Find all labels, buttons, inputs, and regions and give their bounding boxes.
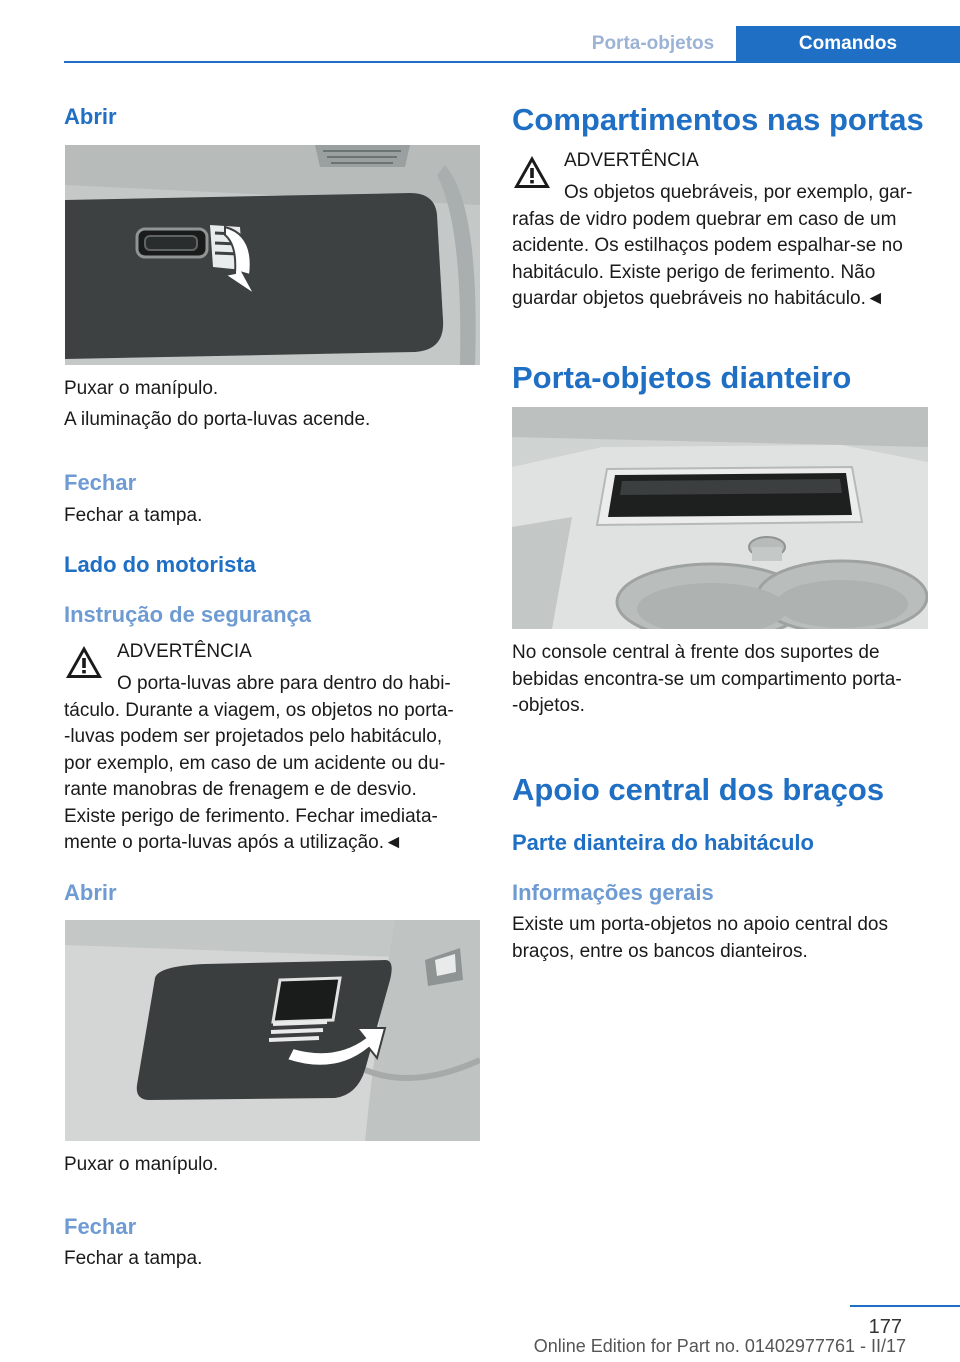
warning-line: rante manobras de frenagem e de desvio. [64,779,417,800]
header-chapter-tab[interactable]: Comandos [736,26,960,62]
heading-instrucao-seguranca: Instrução de segurança [64,602,311,627]
text-porta-line: No console central à frente dos suportes de [512,642,880,663]
warning-line: O porta-luvas abre para dentro do habi- [117,673,451,694]
heading-lado-motorista: Lado do motorista [64,552,256,577]
text-fechar-tampa-2: Fechar a tampa. [64,1248,203,1269]
warning-triangle-icon [512,154,552,190]
warning-line: mente o porta-luvas após a utilização.◄ [64,832,403,853]
heading-fechar: Fechar [64,470,137,495]
heading-abrir: Abrir [64,104,117,129]
warning-line: -luvas podem ser projetados pelo habitáculo, [64,726,443,747]
warning-line: Existe perigo de ferimento. Fechar imediata- [64,805,438,827]
header-section-tab[interactable]: Porta-objetos [591,33,715,54]
text-info-line: Existe um porta-objetos no apoio central dos [512,914,888,935]
text-puxar-2: Puxar o manípulo. [64,1154,219,1175]
page-number: 177 [868,1316,902,1338]
warning-line: acidente. Os estilhaços podem espalhar-se no [512,235,903,256]
warning-line: táculo. Durante a viagem, os objetos no porta- [64,699,454,721]
footer-rule [850,1305,960,1307]
edition-note: Online Edition for Part no. 01402977761 - II/17 [533,1336,906,1356]
warning-triangle-icon [64,644,104,680]
text-info-line: braços, entre os bancos dianteiros. [512,940,808,962]
driver-compartment-figure [65,920,480,1141]
heading-abrir-2: Abrir [64,880,117,905]
glovebox-open-figure [65,145,480,365]
heading-apoio-central: Apoio central dos braços [512,772,885,807]
header-rule [64,61,960,63]
warning-title-right: ADVERTÊNCIA [564,150,699,171]
heading-informacoes-gerais: Informações gerais [512,880,714,905]
heading-compartimentos-portas: Compartimentos nas portas [512,102,924,137]
text-porta-line: -objetos. [512,695,585,716]
warning-line: rafas de vidro podem quebrar em caso de um [512,208,897,230]
center-console-figure [512,407,928,629]
text-iluminacao: A iluminação do porta-luvas acende. [64,409,371,430]
warning-line: habitáculo. Existe perigo de ferimento. Não [512,261,876,283]
text-fechar-tampa-1: Fechar a tampa. [64,505,203,526]
warning-line: guardar objetos quebráveis no habitáculo.◄ [512,288,885,309]
warning-line: por exemplo, em caso de um acidente ou du- [64,752,446,774]
heading-parte-dianteira: Parte dianteira do habitáculo [512,830,814,855]
heading-fechar-2: Fechar [64,1214,137,1239]
text-porta-line: bebidas encontra-se um compartimento porta- [512,668,902,690]
warning-line: Os objetos quebráveis, por exemplo, gar- [564,182,913,203]
heading-porta-objetos-dianteiro: Porta-objetos dianteiro [512,360,852,395]
text-puxar-1: Puxar o manípulo. [64,378,219,399]
warning-title-left: ADVERTÊNCIA [117,641,252,662]
